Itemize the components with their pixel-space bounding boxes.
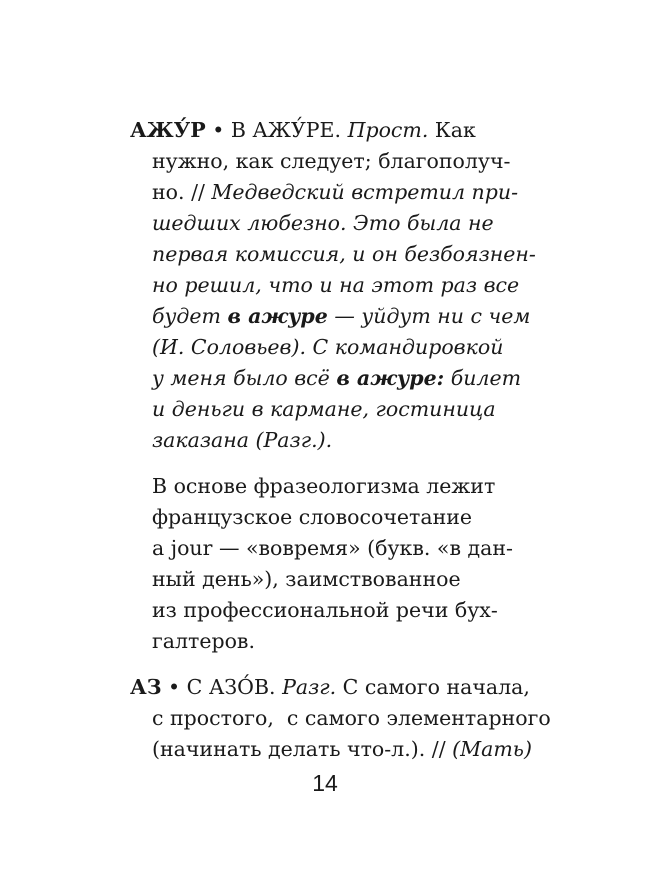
etymology-line: ный день»), заимствованное xyxy=(152,567,461,591)
bullet: • xyxy=(168,675,181,699)
page-number: 14 xyxy=(312,770,338,796)
separator: // xyxy=(431,737,446,761)
phrase: В АЖУ́РЕ. xyxy=(230,118,342,142)
definition: С самого начала, xyxy=(342,675,530,699)
entry-az-line-3 xyxy=(152,736,532,762)
entry-azhur-line-3 xyxy=(152,179,518,205)
etymology-line: В основе фразеологизма лежит xyxy=(152,474,496,498)
entry-az-line-1 xyxy=(130,674,530,700)
example-text: у меня было всё xyxy=(152,366,330,390)
definition-line: нужно, как следует; благополуч- xyxy=(152,149,511,173)
definition: Как xyxy=(434,118,476,142)
usage-label: Прост. xyxy=(347,118,429,142)
example-line: заказана (Разг.). xyxy=(152,428,333,452)
example-line: шедших любезно. Это была не xyxy=(152,211,494,235)
example-line: и деньги в кармане, гостиница xyxy=(152,397,496,421)
definition: (начинать делать что-л.). xyxy=(152,737,426,761)
example-text: — уйдут ни с чем xyxy=(334,304,531,328)
etymology-line: галтеров. xyxy=(152,629,255,653)
example: (Мать) xyxy=(452,737,532,761)
example-text: будет xyxy=(152,304,221,328)
separator: // xyxy=(191,180,205,204)
definition: но. xyxy=(152,180,185,204)
example-line-9 xyxy=(152,365,521,391)
phrase: С АЗО́В. xyxy=(186,675,276,699)
headword: АЖУ́Р xyxy=(130,118,206,142)
example-line-7 xyxy=(152,303,530,329)
example-text: билет xyxy=(450,366,522,390)
highlighted-phrase: в ажуре: xyxy=(336,366,445,390)
usage-label: Разг. xyxy=(282,675,337,699)
example-line: но решил, что и на этот раз все xyxy=(152,273,520,297)
etymology-line: французское словосочетание xyxy=(152,505,473,529)
etymology-line: из профессиональной речи бух- xyxy=(152,598,498,622)
example-line: (И. Соловьев). С командировкой xyxy=(152,335,504,359)
etymology-line: a jour — «вовремя» (букв. «в дан- xyxy=(152,536,513,560)
bullet: • xyxy=(212,118,225,142)
highlighted-phrase: в ажуре xyxy=(227,304,328,328)
example-line: первая комиссия, и он безбоязнен- xyxy=(152,242,536,266)
definition-line: с простого, с самого элементарного xyxy=(152,706,551,730)
entry-azhur-line-1 xyxy=(130,117,476,143)
headword: АЗ xyxy=(130,675,162,699)
example: Медведский встретил при- xyxy=(211,180,519,204)
